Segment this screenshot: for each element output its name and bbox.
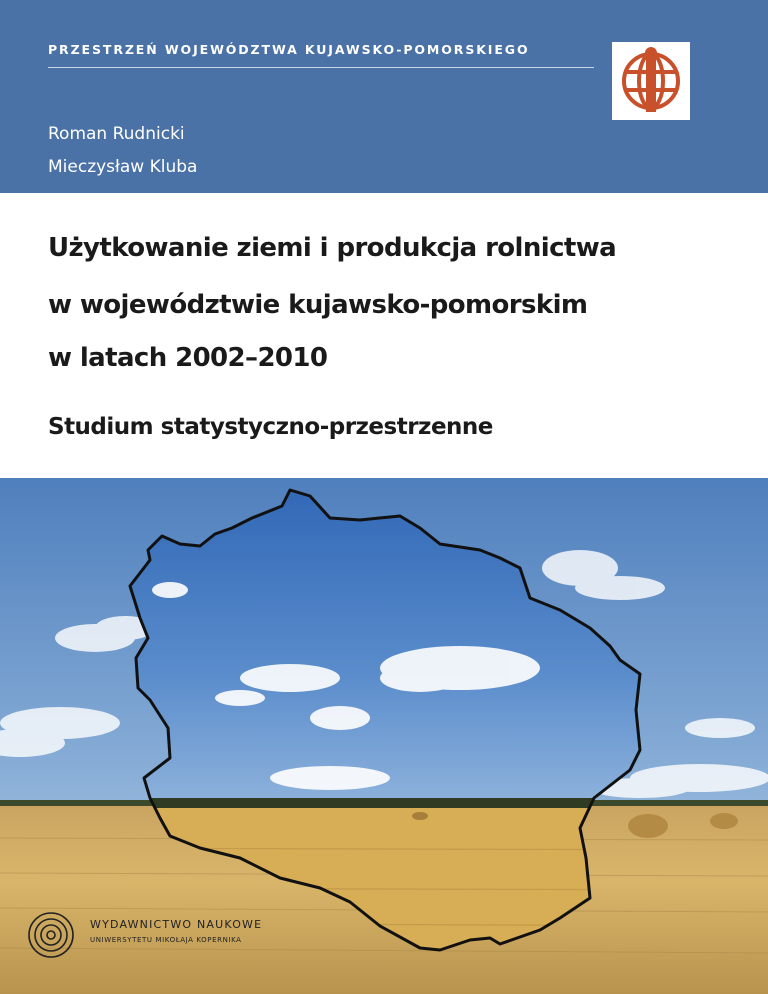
publisher-university: UNIWERSYTETU MIKOŁAJA KOPERNIKA bbox=[90, 936, 242, 944]
title-line-3: w latach 2002–2010 bbox=[48, 343, 328, 373]
publisher-name: WYDAWNICTWO NAUKOWE bbox=[90, 918, 263, 931]
concentric-circles-icon bbox=[26, 910, 76, 960]
header-band bbox=[0, 0, 768, 193]
author-2: Mieczysław Kluba bbox=[48, 157, 198, 177]
title-line-2: w województwie kujawsko-pomorskim bbox=[48, 290, 588, 320]
author-1: Roman Rudnicki bbox=[48, 124, 185, 144]
globe-logo-icon bbox=[612, 42, 690, 120]
header-divider bbox=[48, 67, 594, 68]
subtitle: Studium statystyczno-przestrzenne bbox=[48, 414, 493, 440]
series-title: PRZESTRZEŃ WOJEWÓDZTWA KUJAWSKO-POMORSKIEGO bbox=[48, 42, 530, 57]
cover-photo bbox=[0, 478, 768, 994]
title-line-1: Użytkowanie ziemi i produkcja rolnictwa bbox=[48, 233, 617, 263]
